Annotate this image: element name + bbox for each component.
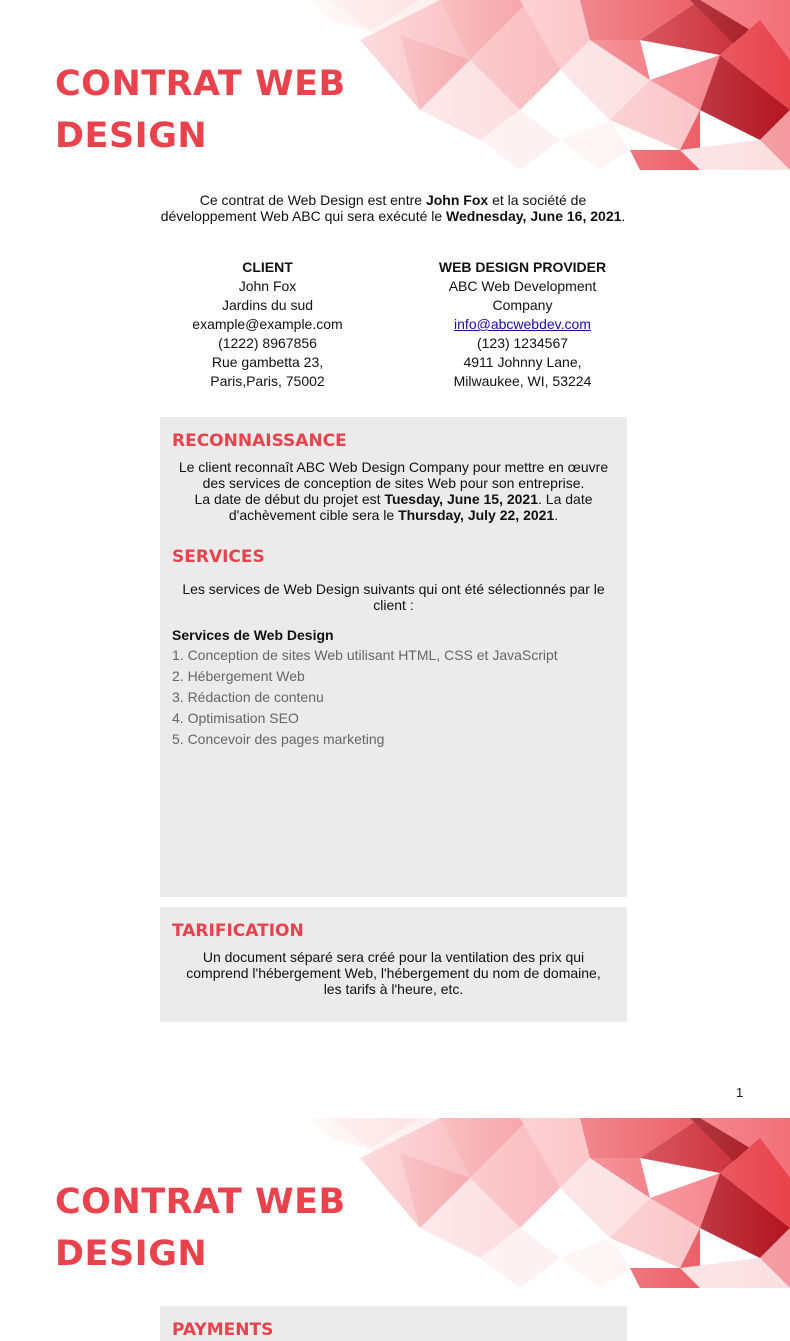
reconnaissance-paragraph-2: [172, 491, 615, 523]
list-item: 3. Rédaction de contenu: [172, 689, 324, 705]
intro-client-name: John Fox: [425, 192, 489, 208]
page-2-header: [0, 1118, 790, 1288]
intro-text-1: Ce contrat de Web Design est entre: [199, 192, 426, 208]
reconnaissance-title: RECONNAISSANCE: [172, 431, 347, 451]
title-line-2: DESIGN: [55, 116, 208, 156]
page-number: 1: [736, 1085, 744, 1100]
title-line-1: CONTRAT WEB: [55, 64, 346, 104]
intro-text-3: .: [621, 208, 626, 224]
client-company: Jardins du sud: [221, 297, 314, 313]
provider-city: Milwaukee, WI, 53224: [453, 373, 592, 389]
client-phone: (1222) 8967856: [218, 335, 317, 351]
start-date: Tuesday, June 15, 2021: [384, 491, 538, 507]
client-name: John Fox: [238, 278, 297, 294]
provider-heading: WEB DESIGN PROVIDER: [438, 259, 607, 275]
page-1-header: [0, 0, 790, 170]
intro-text-2: et la société de développement Web ABC qui sera exécuté le: [160, 192, 587, 224]
services-intro: Les services de Web Design suivants qui ont été sélectionnés par le client :: [182, 581, 605, 613]
services-title: SERVICES: [172, 547, 265, 567]
client-block: [150, 258, 385, 391]
list-item: 2. Hébergement Web: [172, 668, 305, 684]
list-item: 5. Concevoir des pages marketing: [172, 731, 385, 747]
acknowledgement-services-panel: [160, 417, 627, 897]
reconnaissance-text-a: La date de début du projet est: [194, 491, 385, 507]
title-line-2: DESIGN: [55, 1234, 208, 1274]
parties-section: [150, 258, 640, 391]
reconnaissance-text-c: .: [554, 507, 559, 523]
tarification-text: Un document séparé sera créé pour la ventilation des prix qui comprend l'hébergement Web, l'hébergement du nom de domaine, les tarifs à l'heure, etc.: [186, 949, 601, 997]
payments-title: PAYMENTS: [172, 1320, 274, 1340]
provider-name-line-1: ABC Web Development: [448, 278, 597, 294]
provider-name-line-2: Company: [492, 297, 553, 313]
intro-paragraph: [160, 192, 626, 224]
reconnaissance-text-b: . La date d'achèvement cible sera le: [228, 491, 593, 523]
end-date: Thursday, July 22, 2021: [398, 507, 555, 523]
intro-date: Wednesday, June 16, 2021: [446, 208, 622, 224]
services-list: [172, 645, 615, 750]
pricing-panel: [160, 907, 627, 1022]
client-email: example@example.com: [192, 316, 343, 332]
client-street: Rue gambetta 23,: [211, 354, 324, 370]
title-line-1: CONTRAT WEB: [55, 1182, 346, 1222]
provider-email-link[interactable]: info@abcwebdev.com: [454, 316, 591, 332]
document-title: [55, 58, 385, 162]
client-city: Paris,Paris, 75002: [210, 373, 325, 389]
services-list-heading: Services de Web Design: [172, 627, 334, 643]
payments-panel: [160, 1306, 627, 1341]
document-title: [55, 1176, 385, 1280]
client-heading: CLIENT: [242, 259, 293, 275]
provider-phone: (123) 1234567: [476, 335, 569, 351]
provider-block: [405, 258, 640, 391]
list-item: 4. Optimisation SEO: [172, 710, 299, 726]
reconnaissance-paragraph-1: Le client reconnaît ABC Web Design Company pour mettre en œuvre des services de conception de sites Web pour son entreprise.: [178, 459, 609, 491]
provider-street: 4911 Johnny Lane,: [463, 354, 582, 370]
list-item: 1. Conception de sites Web utilisant HTML, CSS et JavaScript: [172, 647, 558, 663]
tarification-title: TARIFICATION: [172, 921, 304, 941]
